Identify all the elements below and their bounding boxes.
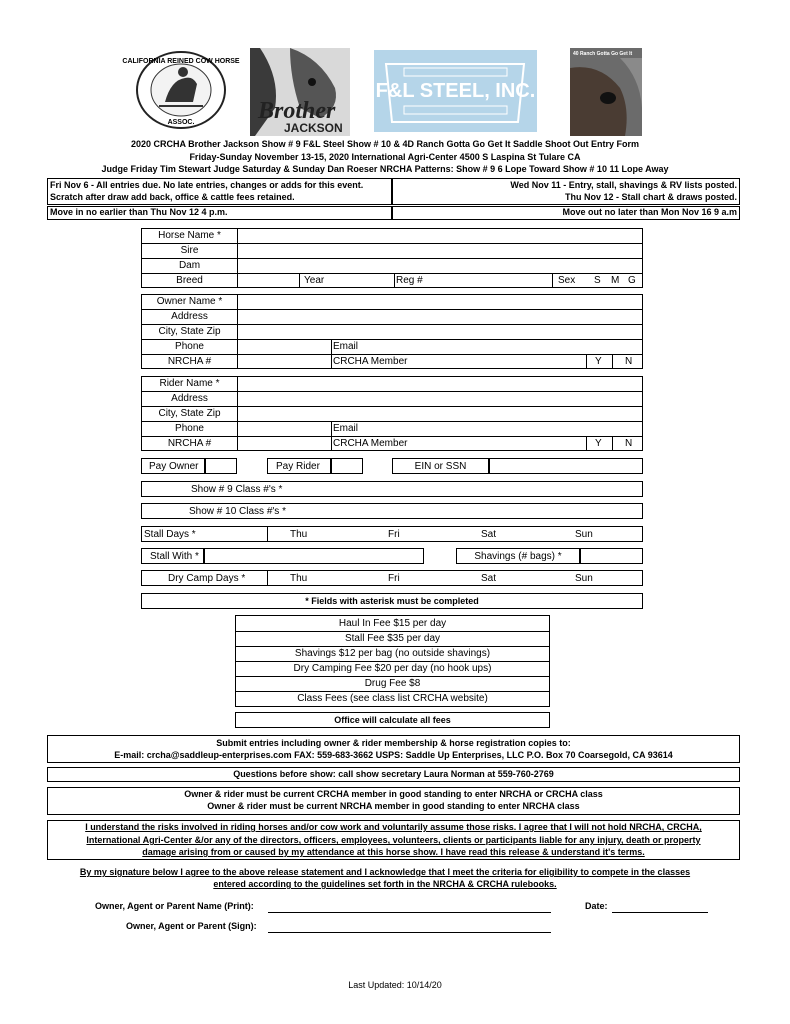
header-line-1: 2020 CRCHA Brother Jackson Show # 9 F&L Steel Show # 10 & 4D Ranch Gotta Go Get It Saddle Shoot Out Entry Form <box>130 139 640 149</box>
crcha-logo <box>122 50 240 130</box>
pay-owner-box <box>141 458 205 474</box>
signature-note-1: By my signature below I agree to the above release statement and I acknowledge that I meet the criteria for eligibility to compete in the classes <box>79 867 691 877</box>
move-out-box <box>392 206 740 220</box>
signature-note-2: entered according to the guidelines set forth in the NRCHA & CRCHA rulebooks. <box>213 879 557 889</box>
owner-nrcha-label: NRCHA # <box>167 356 212 367</box>
horse-name-label: Horse Name * <box>158 230 221 241</box>
dry-thu[interactable]: Thu <box>290 573 308 584</box>
show9-classes[interactable] <box>141 481 643 497</box>
membership-box <box>47 787 740 815</box>
owner-phone-label: Phone <box>175 341 204 352</box>
sign-line[interactable] <box>268 932 551 933</box>
stall-days-label: Stall Days * <box>144 529 196 540</box>
sex-m[interactable]: M <box>611 275 620 286</box>
notice-left-2: Scratch after draw add back, office & cattle fees retained. <box>50 192 295 202</box>
ein-field[interactable] <box>489 458 643 474</box>
fl-steel-logo <box>374 50 537 132</box>
owner-address-label: Address <box>171 311 208 322</box>
membership-line-2: Owner & rider must be current NRCHA member in good standing to enter NRCHA class <box>207 801 580 811</box>
move-out-text: Move out no later than Mon Nov 16 9 a.m <box>562 207 737 217</box>
sign-label: Owner, Agent or Parent (Sign): <box>126 921 257 931</box>
rider-email-label: Email <box>333 423 359 434</box>
release-box <box>47 820 740 860</box>
date-label: Date: <box>585 901 608 911</box>
owner-crcha-yes[interactable]: Y <box>595 356 602 367</box>
dry-sat[interactable]: Sat <box>481 573 497 584</box>
year-label: Year <box>304 275 325 286</box>
stall-with-box <box>141 548 204 564</box>
notice-right-1: Wed Nov 11 - Entry, stall, shavings & RV lists posted. <box>510 180 737 190</box>
ein-box <box>392 458 489 474</box>
header-line-2: Friday-Sunday November 13-15, 2020 International Agri-Center 4500 S Laspina St Tulare CA <box>189 152 581 162</box>
rider-section <box>141 376 643 451</box>
fee-stall: Stall Fee $35 per day <box>344 633 441 644</box>
dam-label: Dam <box>178 260 201 271</box>
sex-g[interactable]: G <box>628 275 636 286</box>
show9-label: Show # 9 Class #'s * <box>191 484 283 495</box>
rider-address-label: Address <box>171 393 208 404</box>
stall-sun[interactable]: Sun <box>575 529 593 540</box>
ranch-logo <box>570 48 642 136</box>
dry-fri[interactable]: Fri <box>388 573 400 584</box>
questions-text: Questions before show: call show secretary Laura Norman at 559-760-2769 <box>233 769 554 779</box>
sex-s[interactable]: S <box>594 275 601 286</box>
release-line-1: I understand the risks involved in riding horses and/or cow work and voluntarily assume those risks. I agree that I will not hold NRCHA, CRCHA, <box>85 822 702 832</box>
last-updated: Last Updated: 10/14/20 <box>348 980 442 990</box>
rider-city-label: City, State Zip <box>158 408 221 419</box>
stall-thu[interactable]: Thu <box>290 529 308 540</box>
svg-text:ASSOC.: ASSOC. <box>167 119 195 126</box>
submit-box <box>47 735 740 763</box>
questions-box <box>47 767 740 782</box>
date-line[interactable] <box>612 912 708 913</box>
fee-haul-in: Haul In Fee $15 per day <box>338 618 447 629</box>
dry-camp-row <box>141 570 643 586</box>
office-fees-box <box>235 712 550 728</box>
pay-rider-checkbox[interactable] <box>331 458 363 474</box>
jackson-text: JACKSON <box>284 121 343 135</box>
stall-sat[interactable]: Sat <box>481 529 497 540</box>
owner-section <box>141 294 643 369</box>
show10-label: Show # 10 Class #'s * <box>189 506 286 517</box>
membership-line-1: Owner & rider must be current CRCHA member in good standing to enter NRCHA or CRCHA class <box>184 789 603 799</box>
stall-with-label: Stall With * <box>150 551 199 562</box>
move-in-text: Move in no earlier than Thu Nov 12 4 p.m. <box>50 207 228 217</box>
svg-text:CALIFORNIA REINED COW HORSE: CALIFORNIA REINED COW HORSE <box>122 58 240 65</box>
owner-email-label: Email <box>333 341 359 352</box>
move-in-box <box>47 206 392 220</box>
owner-crcha-label: CRCHA Member <box>333 356 408 367</box>
horse-name-field[interactable] <box>238 229 642 243</box>
brother-text: Brother <box>258 98 336 124</box>
rider-crcha-label: CRCHA Member <box>333 438 408 449</box>
sex-label: Sex <box>558 275 576 286</box>
notice-left-1: Fri Nov 6 - All entries due. No late entries, changes or adds for this event. <box>50 180 364 190</box>
show10-classes[interactable] <box>141 503 643 519</box>
pay-rider-box <box>267 458 331 474</box>
release-line-3: damage arising from or caused by my attendance at this horse show. I have read this release & understand it's terms. <box>142 847 645 857</box>
print-name-line[interactable] <box>268 912 551 913</box>
asterisk-note: * Fields with asterisk must be completed <box>305 596 479 606</box>
release-line-2: International Agri-Center &/or any of the directors, officers, employees, volunteers, clients or participants liable for any injury, death or property <box>86 835 701 845</box>
shavings-label: Shavings (# bags) * <box>474 551 562 562</box>
rider-crcha-yes[interactable]: Y <box>595 438 602 449</box>
reg-label: Reg # <box>396 275 423 286</box>
shavings-box <box>456 548 580 564</box>
breed-label: Breed <box>176 275 203 286</box>
fee-class: Class Fees (see class list CRCHA website) <box>297 693 488 704</box>
rider-phone-label: Phone <box>175 423 204 434</box>
office-fees: Office will calculate all fees <box>334 715 451 725</box>
stall-with-field[interactable] <box>204 548 424 564</box>
dry-camp-label: Dry Camp Days * <box>168 573 246 584</box>
rider-name-label: Rider Name * <box>159 378 220 389</box>
notice-right-2: Thu Nov 12 - Stall chart & draws posted. <box>564 192 737 202</box>
ranch-text: 40 Ranch Gotta Go Get It <box>573 51 633 57</box>
dry-sun[interactable]: Sun <box>575 573 593 584</box>
ein-label: EIN or SSN <box>414 461 467 472</box>
submit-line-1: Submit entries including owner & rider membership & horse registration copies to: <box>216 738 571 748</box>
horse-section <box>141 228 643 288</box>
fee-shavings: Shavings $12 per bag (no outside shavings) <box>294 648 491 659</box>
owner-name-label: Owner Name * <box>156 296 223 307</box>
notice-left-box <box>47 178 392 205</box>
pay-rider-label: Pay Rider <box>276 461 320 472</box>
print-name-label: Owner, Agent or Parent Name (Print): <box>95 901 254 911</box>
rider-crcha-no[interactable]: N <box>625 438 633 449</box>
fees-box <box>235 615 550 707</box>
rider-nrcha-label: NRCHA # <box>167 438 212 449</box>
fee-dry-camping: Dry Camping Fee $20 per day (no hook ups) <box>293 663 492 674</box>
stall-days-row <box>141 526 643 542</box>
steel-text: F&L STEEL, INC. <box>375 80 536 102</box>
shavings-field[interactable] <box>580 548 643 564</box>
sire-label: Sire <box>180 245 199 256</box>
owner-city-label: City, State Zip <box>158 326 221 337</box>
pay-owner-label: Pay Owner <box>149 461 199 472</box>
stall-fri[interactable]: Fri <box>388 529 400 540</box>
header-line-3: Judge Friday Tim Stewart Judge Saturday & Sunday Dan Roeser NRCHA Patterns: Show # 9 6 Lope Toward Show # 10 11 Lope Away <box>101 164 669 174</box>
owner-crcha-no[interactable]: N <box>625 356 633 367</box>
pay-owner-checkbox[interactable] <box>205 458 237 474</box>
brother-jackson-logo <box>250 48 350 136</box>
asterisk-note-box <box>141 593 643 609</box>
submit-line-2: E-mail: crcha@saddleup-enterprises.com FAX: 559-683-3662 USPS: Saddle Up Enterprises, LLC P.O. Box 70 Coarsegold, CA 93614 <box>114 750 673 760</box>
fee-drug: Drug Fee $8 <box>364 678 421 689</box>
notice-right-box <box>392 178 740 205</box>
